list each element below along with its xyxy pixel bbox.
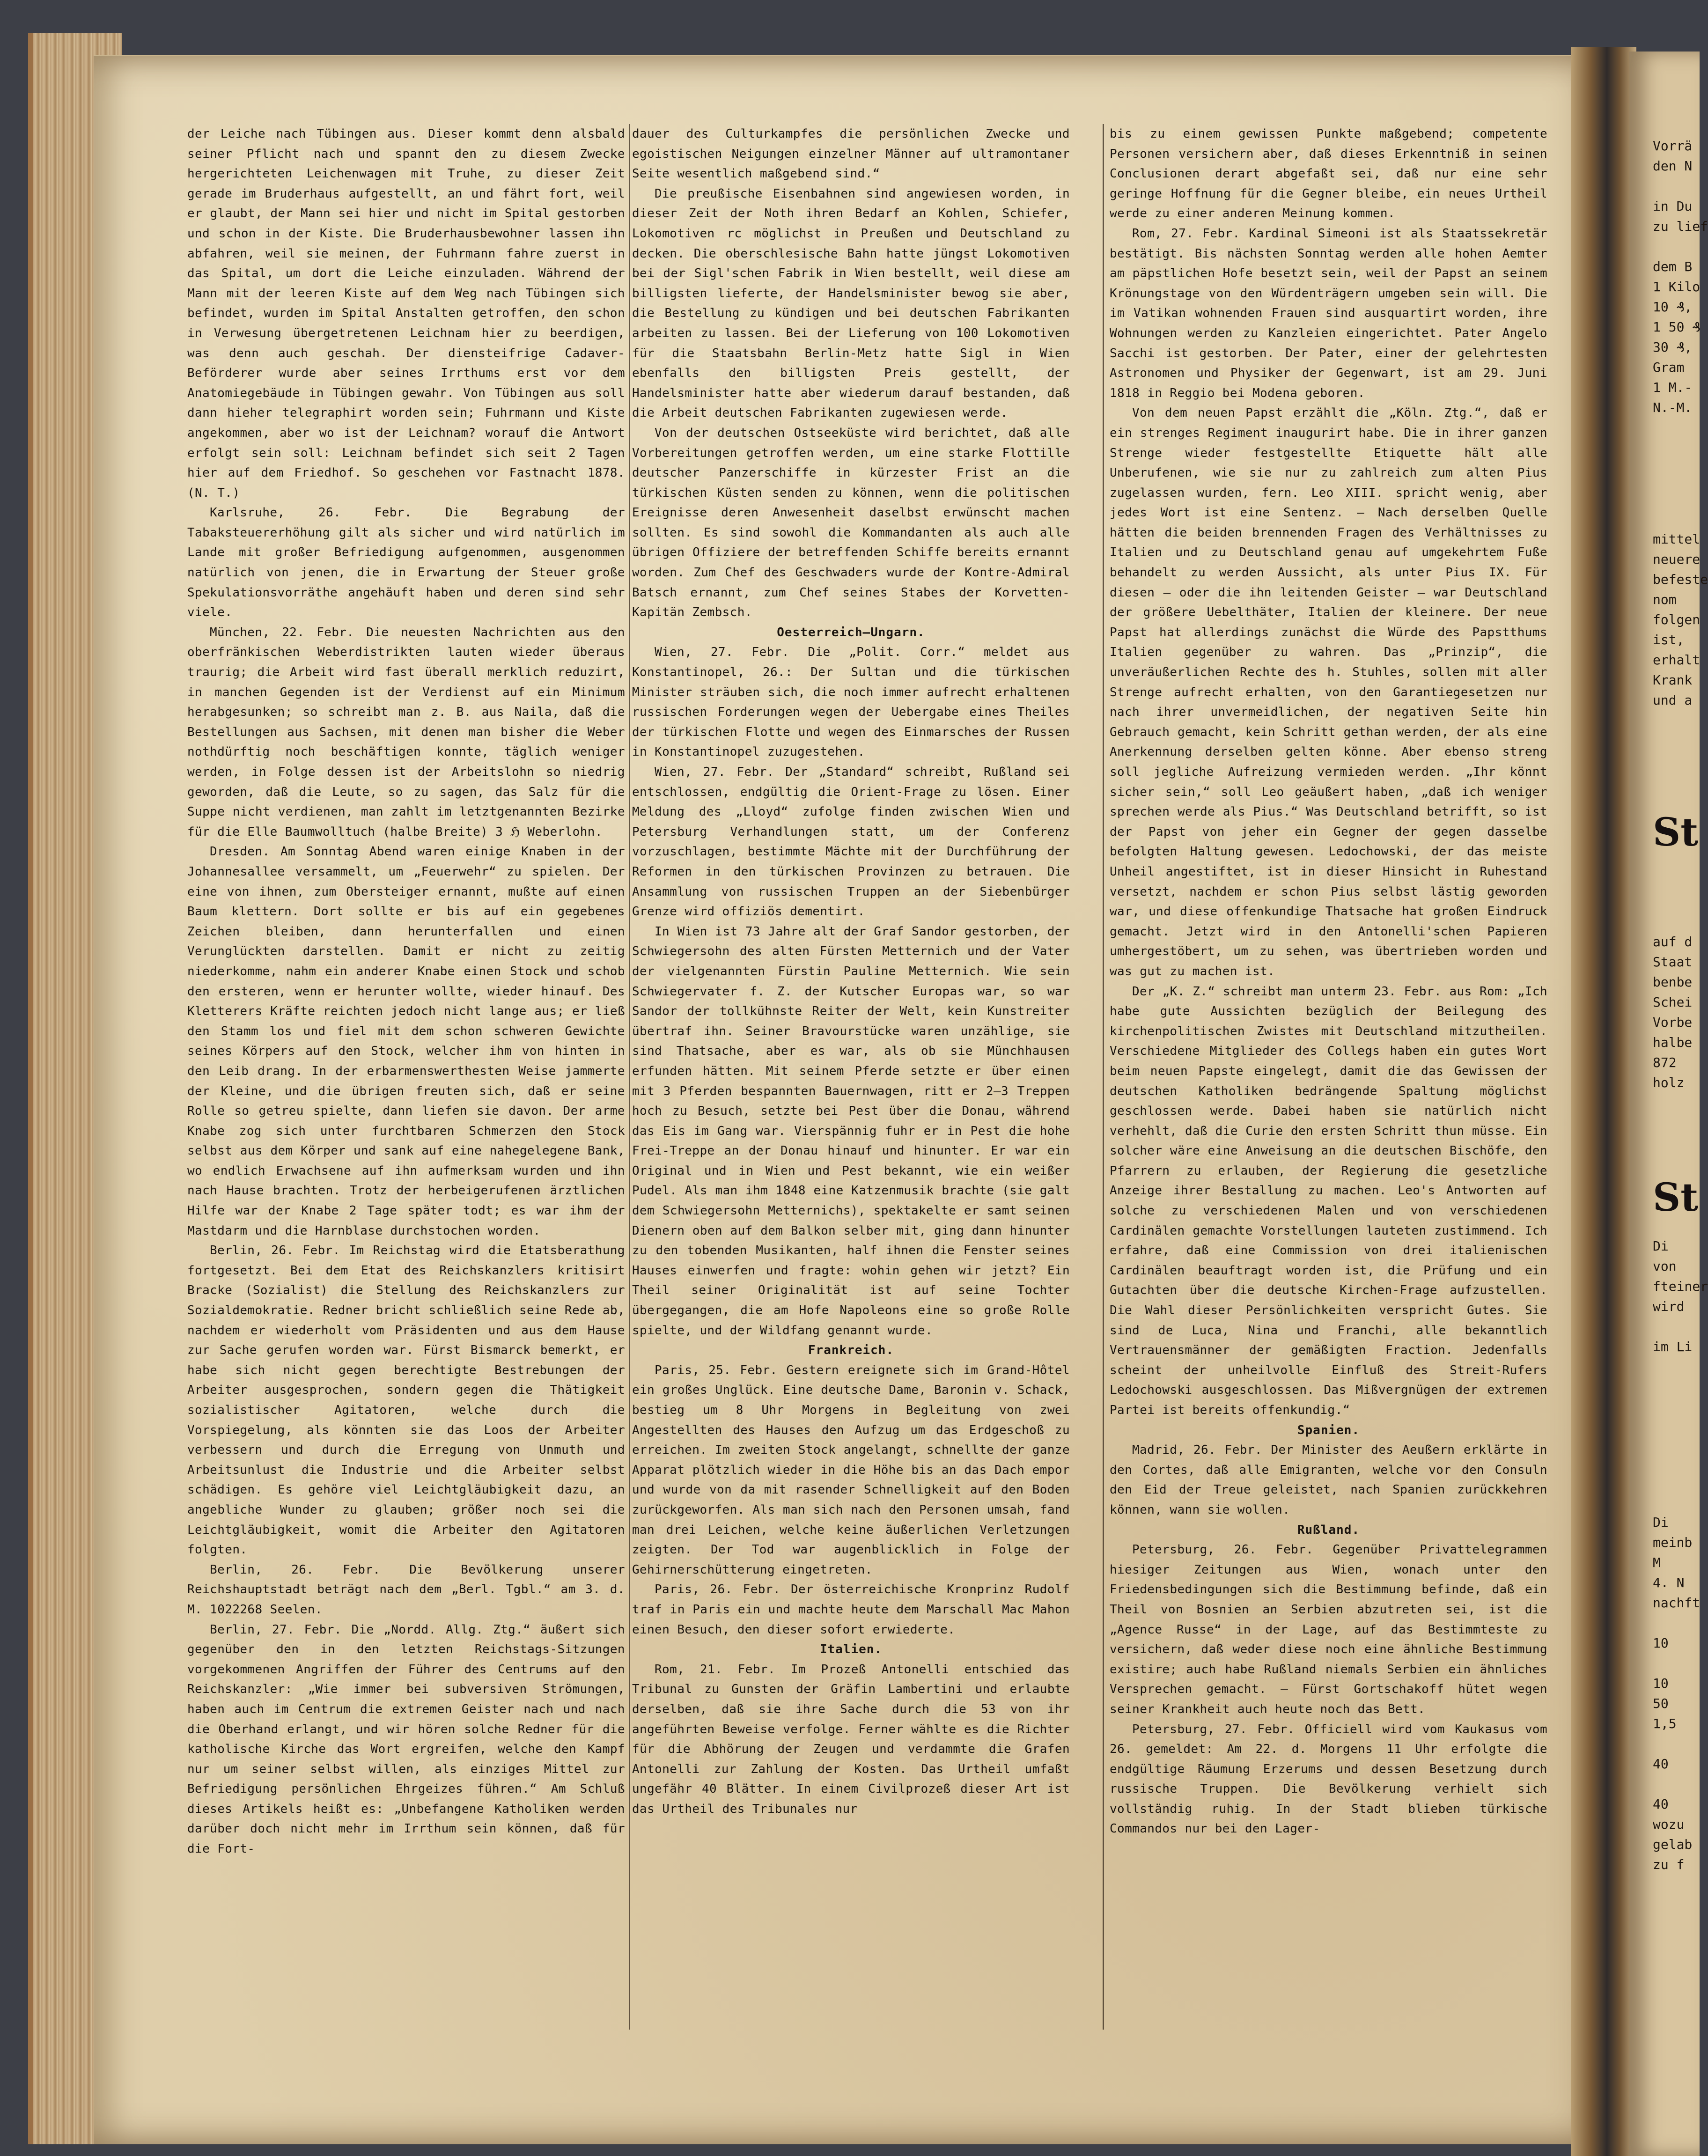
fragment-line: 10 <box>1653 1635 1669 1651</box>
article-paragraph: dauer des Culturkampfes die persönlichen Zwecke und egoistischen Neigungen einzelner Männer auf ultramontaner Seite wesentlich maßgebend sind.“ <box>632 127 1070 181</box>
article-paragraph: Die preußische Eisenbahnen sind angewiesen worden, in dieser Zeit der Noth ihren Bedarf an Kohlen, Schiefer, Lokomotiven rc möglichst in Preußen und Deutschland zu decken. Die oberschlesische Bahn hatte jüngst Lokomotiven bei der Sigl'schen Fabrik in Wien bestellt, weil diese am billigsten lieferte, der Handelsminister bewog sie aber, die Bestellung zu kündigen und bei deutschen Fabrikanten arbeiten zu lassen. Bei der Lieferung von 100 Lokomotiven für die Staatsbahn Berlin-Metz hatte Sigl in Wien ebenfalls den billigsten Preis gestellt, der Handelsminister hatte aber wiederum darauf bestanden, daß die Arbeit deutschen Fabrikanten zugewiesen werde. <box>632 186 1070 420</box>
fragment-line: Di <box>1653 1238 1669 1254</box>
article-paragraph: Petersburg, 27. Febr. Officiell wird vom Kaukasus vom 26. gemeldet: Am 22. d. Morgens 11 Uhr erfolgte die endgültige Räumung Erzerums und dessen Besetzung durch russische Truppen. Die Bevölkerung verhielt sich vollständig ruhig. In der Stadt blieben türkische Commandos nur bei den Lager- <box>1110 1722 1547 1836</box>
book-gutter <box>1571 47 1636 2156</box>
fragment-line: 1 M.- <box>1653 380 1693 395</box>
column-rule <box>1103 124 1104 2030</box>
article-paragraph: Wien, 27. Febr. Der „Standard“ schreibt, Rußland sei entschlossen, endgültig die Orient-Frage zu lösen. Einer Meldung des „Lloyd“ zufolge finden zwischen Wien und Petersburg Verhandlungen statt, um der Conferenz vorzuschlagen, bestimmte Mächte mit der Durchführung der Reformen in den türkischen Provinzen zu betrauen. Die Ansammlung von russischen Truppen an der Siebenbürger Grenze wird offiziös dementirt. <box>632 765 1070 919</box>
fragment-line: von <box>1653 1258 1677 1274</box>
article-paragraph: Paris, 26. Febr. Der österreichische Kronprinz Rudolf traf in Paris ein und machte heute dem Marschall Mac Mahon einen Besuch, den dieser sofort erwiederte. <box>632 1582 1070 1637</box>
fragment-line: neuere <box>1653 552 1701 567</box>
fragment-line <box>1653 236 1700 257</box>
fragment-line: M <box>1653 1555 1661 1570</box>
adjacent-page-heading-1: St <box>1653 810 1699 855</box>
article-paragraph: München, 22. Febr. Die neuesten Nachrichten aus den oberfränkischen Weberdistrikten lauten wieder überaus traurig; die Arbeit wird fast überall merklich reduzirt, in manchen Gegenden ist der Verdienst auf ein Minimum herabgesunken; so schreibt man z. B. aus Naila, daß die Bestellungen aus Sachsen, mit denen man bisher die Weber nothdürftig noch beschäftigen konnte, täglich weniger werden, in Folge dessen ist der Arbeitslohn so niedrig geworden, daß die Leute, so zu sagen, das Salz für die Suppe nicht verdienen, man zahlt im letztgenannten Bezirke für die Elle Baumwolltuch (halbe Breite) 3 ℌ Weberlohn. <box>187 625 625 839</box>
article-paragraph: Wien, 27. Febr. Die „Polit. Corr.“ meldet aus Konstantinopel, 26.: Der Sultan und die türkischen Minister sträuben sich, die noch immer aufrecht erhaltenen russischen Forderungen wegen der Uebergabe eines Theiles der türkischen Flotte und wegen des Einmarsches der Russen in Konstantinopel zuzugestehen. <box>632 645 1070 759</box>
fragment-line: in Du <box>1653 199 1693 214</box>
fragment-line <box>1653 176 1700 196</box>
fragment-line: 1 50 ₰ <box>1653 319 1701 335</box>
fragment-line: Di <box>1653 1515 1669 1530</box>
section-heading: Oesterreich–Ungarn. <box>777 625 925 640</box>
adjacent-page-fragment-mid3 <box>1653 1236 1708 1357</box>
section-heading: Spanien. <box>1297 1423 1360 1437</box>
fragment-line: im Li <box>1653 1339 1693 1354</box>
article-paragraph: Karlsruhe, 26. Febr. Die Begrabung der Tabaksteuererhöhung gilt als sicher und wird natürlich im Lande mit großer Befriedigung aufgenommen, ausgenommen natürlich von jenen, die in Erwartung der Steuer große Spekulationsvorräthe angehäuft haben und deren sind sehr viele. <box>187 506 625 620</box>
fragment-line <box>1653 1734 1700 1754</box>
fragment-line: Staat <box>1653 954 1693 970</box>
fragment-line: 40 <box>1653 1756 1669 1772</box>
fragment-line: 10 ₰, <box>1653 299 1693 315</box>
text-column-2 <box>632 124 1070 2025</box>
fragment-line: wozu <box>1653 1817 1685 1832</box>
article-paragraph: Von dem neuen Papst erzählt die „Köln. Ztg.“, daß er ein strenges Regiment inaugurirt habe. Die in ihrer ganzen Strenge wieder festgestellte Etiquette hält alle Unberufenen, wie sie nur zu zahlreich zum alten Pius zugelassen wurden, fern. Leo XIII. spricht wenig, aber jedes Wort ist eine Sentenz. — Nach derselben Quelle hätten die beiden brennenden Fragen des Verhältnisses zu Italien und zu Deutschland genau auf umgekehrtem Fuße behandelt zu werden Aussicht, als unter Pius IX. Für diesen — oder die ihn leitenden Geister — war Deutschland der größere Uebelthäter, Italien der kleinere. Der neue Papst hat allerdings zunächst die Würde des Papstthums Italien gegenüber zu wahren. Das „Prinzip“, die unveräußerlichen Rechte des h. Stuhles, sollen mit aller Strenge aufrecht erhalten, von den Garantiegesetzen nur nach ihrer unvermeidlichen, der negativen Seite hin Gebrauch gemacht, kein Schritt gethan werden, der als eine Anerkennung derselben gelten könne. Aber ebenso streng soll jegliche Aufreizung vermieden werden. „Ihr könnt sicher sein,“ soll Leo geäußert haben, „daß ich weniger sprechen werde als Pius.“ Was Deutschland betrifft, so ist der Papst von jeher ein Gegner der gegen dasselbe befolgten Haltung gewesen. Ledochowski, der das meiste Unheil angestiftet, ist in dieser Hinsicht in Ruhestand versetzt, nachdem er schon Pius selbst lästig geworden war, und diese offenkundige Thatsache hat großen Eindruck gemacht. Jetzt wird in den Antonelli'schen Papieren umhergestöbert, um zu sehen, was übertrieben worden und was gut zu machen ist. <box>1110 406 1547 979</box>
adjacent-page-heading-2: St <box>1653 1175 1699 1220</box>
fragment-line: meinb <box>1653 1535 1693 1550</box>
fragment-line: halbe <box>1653 1035 1693 1050</box>
article-paragraph: Paris, 25. Febr. Gestern ereignete sich im Grand-Hôtel ein großes Unglück. Eine deutsche Dame, Baronin v. Schack, bestieg um 8 Uhr Morgens in Begleitung von zwei Angestellten des Hauses den Aufzug um das Erdgeschoß zu erreichen. Im zweiten Stock angelangt, schnellte der ganze Apparat plötzlich wieder in die Höhe bis an das Dach empor und wurde von da mit rasender Schnelligkeit auf den Boden zurückgeworfen. Als man sich nach den Personen umsah, fand man drei Leichen, welche keine äußerlichen Verletzungen zeigten. Der Tod war augenblicklich in Folge der Gehirnerschütterung eingetreten. <box>632 1363 1070 1577</box>
article-paragraph: Der „K. Z.“ schreibt man unterm 23. Febr. aus Rom: „Ich habe gute Aussichten bezüglich der Beilegung des kirchenpolitischen Zwistes mit Deutschland mitzutheilen. Verschiedene Mitglieder des Collegs haben ein gutes Wort beim neuen Papste eingelegt, damit die das Gewissen der deutschen Katholiken bedrängende Spaltung möglichst geschlossen werde. Dabei haben sie natürlich nicht verhehlt, daß die Curie den ersten Schritt thun müsse. Ein solcher wäre eine Anweisung an die deutschen Bischöfe, den Pfarrern zu erlauben, der Regierung die gesetzliche Anzeige ihrer Bestallung zu machen. Leo's Antworten auf solche zu verschiedenen Malen und von verschiedenen Cardinälen gemachte Vorstellungen lauteten zustimmend. Ich erfahre, daß eine Commission von drei italienischen Cardinälen beauftragt worden ist, die Prüfung und ein Gutachten über die deutsche Kirchen-Frage aufzustellen. Die Wahl dieser Persönlichkeiten verspricht Gutes. Sie sind de Luca, Nina und Franchi, alle bekanntlich Vertrauensmänner der gemäßigten Fraction. Jedenfalls scheint der unheilvolle Einfluß des Streit-Rufers Ledochowski ausgeschlossen. Das Mißvergnügen der extremen Partei ist bereits offenkundig.“ <box>1110 984 1547 1417</box>
fragment-line: 10 <box>1653 1676 1669 1691</box>
adjacent-page-fragment-bottom <box>1653 1512 1700 1875</box>
article-paragraph: Berlin, 27. Febr. Die „Nordd. Allg. Ztg.“ äußert sich gegenüber den in den letzten Reichstags-Sitzungen vorgekommenen Angriffen der Führer des Centrums auf den Reichskanzler: „Wie immer bei subversiven Strömungen, haben auch im Centrum die extremen Geister nach und nach die Oberhand erlangt, und wir hören solche Redner für die katholische Kirche das Wort ergreifen, welche den Kampf nur um seiner selbst willen, als einziges Mittel zur Befriedigung persönlichen Ehrgeizes führen.“ Am Schluß dieses Artikels heißt es: „Unbefangene Katholiken werden darüber doch nicht mehr im Irrthum sein können, daß für die Fort- <box>187 1622 625 1856</box>
fragment-line <box>1653 1774 1700 1794</box>
article-paragraph: der Leiche nach Tübingen aus. Dieser kommt denn alsbald seiner Pflicht nach und spannt den zu diesem Zwecke hergerichteten Leichenwagen mit Truhe, zu dieser Zeit gerade im Bruderhaus aufgestellt, an und fährt fort, weil er glaubt, der Mann sei hier und nicht im Spital gestorben und schon in der Kiste. Die Bruderhausbewohner lassen ihn abfahren, weil sie meinen, der Fuhrmann fahre zuerst in das Spital, um dort die Leiche einzuladen. Während der Mann mit der leeren Kiste auf dem Weg nach Tübingen sich befindet, wurden im Spital Anstalten getroffen, den schon in Verwesung übergetretenen Leichnam hier zu beerdigen, was denn auch geschah. Der diensteifrige Cadaver-Beförderer wurde aber seines Irrthums erst vor dem Anatomiegebäude in Tübingen gewahr. Von Tübingen aus soll dann hieher telegraphirt worden sein; Fuhrmann und Kiste angekommen, aber wo ist der Leichnam? worauf die Antwort erfolgt sein soll: Leichnam befindet sich seit 2 Tagen hier auf dem Friedhof. So geschehen vor Fastnacht 1878. (N. T.) <box>187 127 625 500</box>
article-paragraph: Rom, 21. Febr. Im Prozeß Antonelli entschied das Tribunal zu Gunsten der Gräfin Lambertini und erlaubte derselben, daß sie ihre Sache durch die 53 von ihr angeführten Beweise verfolge. Ferner wählte es die Richter für die Abhörung der Zeugen und verdammte die Grafen Antonelli zur Zahlung der Kosten. Das Urtheil umfaßt ungefähr 40 Blätter. In einem Civilprozeß dieser Art ist das Urtheil des Tribunales nur <box>632 1662 1070 1816</box>
fragment-line: erhalt <box>1653 652 1701 668</box>
article-paragraph: Dresden. Am Sonntag Abend waren einige Knaben in der Johannesallee versammelt, um „Feuerwehr“ zu spielen. Der eine von ihnen, zum Obersteiger ernannt, mußte auf einen Baum klettern. Dort sollte er bis auf ein gegebenes Zeichen bleiben, dann herunterfallen und einen Verunglückten darstellen. Damit er nicht zu zeitig niederkomme, nahm ein anderer Knabe einen Stock und schob den ersteren, wenn er herunter wollte, wieder hinauf. Des Kletterers Kräfte reichten jedoch nicht lange aus; er ließ den Stamm los und fiel mit dem schon schweren Gewichte seines Körpers auf den Stock, welcher ihm von hinten in den Leib drang. In der erbarmenswerthesten Weise jammerte der Kleine, und die übrigen freuten sich, daß er seine Rolle so getreu spielte, dann liefen sie davon. Der arme Knabe zog sich unter furchtbaren Schmerzen den Stock selbst aus dem Körper und sank auf eine nahegelegene Bank, wo endlich Erwachsene auf ihn aufmerksam wurden und ihn nach Hause brachten. Trotz der herbeigerufenen ärztlichen Hilfe war der Knabe 2 Tage später todt; es war ihm der Mastdarm und die Harnblase durchstochen worden. <box>187 845 625 1238</box>
article-paragraph: Rom, 27. Febr. Kardinal Simeoni ist als Staatssekretär bestätigt. Bis nächsten Sonntag werden alle hohen Aemter am päpstlichen Hofe besetzt sein, weil der Papst an seinem Krönungstage von den Würdenträgern umgeben sein will. Die im Vatikan wohnenden Frauen sind ausquartirt worden, ihre Wohnungen werden zu Kanzleien eingerichtet. Pater Angelo Sacchi ist gestorben. Der Pater, einer der gelehrtesten Astronomen und Physiker der Gegenwart, ist am 29. Juni 1818 in Reggio bei Modena geboren. <box>1110 226 1547 400</box>
fragment-line: zu lief <box>1653 219 1708 234</box>
fragment-line <box>1653 1653 1700 1673</box>
fragment-line: 1 Kilo <box>1653 279 1701 294</box>
article-paragraph: Von der deutschen Ostseeküste wird berichtet, daß alle Vorbereitungen getroffen werden, um eine starke Flottille deutscher Panzerschiffe in kürzester Frist an die türkischen Küsten senden zu können, wenn die politischen Ereignisse deren Anwesenheit daselbst erwünscht machen sollten. Es sind sowohl die Kommandanten als auch alle übrigen Offiziere der betreffenden Schiffe bereits ernannt worden. Zum Chef des Geschwaders wurde der Kontre-Admiral Batsch ernannt, zum Chef seines Stabes der Korvetten-Kapitän Zembsch. <box>632 426 1070 620</box>
fragment-line: Vorbe <box>1653 1015 1693 1030</box>
column-rule <box>629 124 630 2030</box>
fragment-line: 30 ₰, <box>1653 339 1693 355</box>
fragment-line: Gram <box>1653 360 1685 375</box>
article-paragraph: Petersburg, 26. Febr. Gegenüber Privattelegrammen hiesiger Zeitungen aus Wien, wonach unter den Friedensbedingungen sich die Bestimmung befinde, daß ein Theil von Bosnien an Serbien abzutreten sei, ist die „Agence Russe“ in der Lage, auf das Bestimmteste zu versichern, daß weder diese noch eine ähnliche Bestimmung existire; auch habe Rußland niemals Serbien ein ähnliches Versprechen gemacht. — Fürst Gortschakoff hütet wegen seiner Krankheit auch heute noch das Bett. <box>1110 1543 1547 1716</box>
fragment-line: Schei <box>1653 994 1693 1010</box>
fragment-line: folgen <box>1653 612 1701 627</box>
fragment-line: auf d <box>1653 934 1693 949</box>
fragment-line: holz <box>1653 1075 1685 1090</box>
fragment-line: 872 <box>1653 1055 1677 1070</box>
fragment-line <box>1653 1613 1700 1633</box>
fragment-line: 50 <box>1653 1696 1669 1711</box>
fragment-line: mittel <box>1653 531 1701 547</box>
fragment-line: 1,5 <box>1653 1716 1677 1731</box>
fragment-line: benbe <box>1653 974 1693 990</box>
adjacent-page-fragment-top <box>1653 136 1708 418</box>
fragment-line: befeste <box>1653 572 1708 587</box>
fragment-line: Vorrä <box>1653 138 1693 154</box>
article-paragraph: Madrid, 26. Febr. Der Minister des Aeußern erklärte in den Cortes, daß alle Emigranten, welche vor den Consuln den Eid der Treue geleistet, nach Spanien zurückkehren können, wann sie wollen. <box>1110 1443 1547 1517</box>
fragment-line: den N <box>1653 158 1693 174</box>
fragment-line: gelab <box>1653 1837 1693 1852</box>
fragment-line: dem B <box>1653 259 1693 274</box>
fragment-line: nachft <box>1653 1595 1701 1611</box>
section-heading: Italien. <box>819 1642 883 1657</box>
fragment-line: fteiner <box>1653 1279 1708 1294</box>
article-paragraph: bis zu einem gewissen Punkte maßgebend; competente Personen versichern aber, daß dieses Erkenntniß in seinen Conclusionen derart abgefaßt sei, daß nur eine sehr geringe Hoffnung für die Gegner bleibe, ein neues Urtheil werde zu einer anderen Meinung kommen. <box>1110 127 1547 221</box>
text-column-1 <box>187 124 625 2025</box>
adjacent-page-fragment-mid2 <box>1653 932 1700 1093</box>
fragment-line: Krank <box>1653 672 1693 688</box>
adjacent-page-fragment-mid <box>1653 529 1708 710</box>
fragment-line: ist, <box>1653 632 1685 648</box>
fragment-line: 4. N <box>1653 1575 1685 1590</box>
fragment-line: zu f <box>1653 1857 1685 1872</box>
fragment-line: wird <box>1653 1299 1685 1314</box>
fragment-line: N.-M. <box>1653 400 1693 415</box>
fragment-line <box>1653 1317 1700 1337</box>
section-heading: Frankreich. <box>808 1343 894 1358</box>
article-paragraph: In Wien ist 73 Jahre alt der Graf Sandor gestorben, der Schwiegersohn des alten Fürsten Metternich und der Vater der vielgenannten Fürstin Pauline Metternich. Wie sein Schwiegervater f. Z. der Kutscher Europas war, so war Sandor der tollkühnste Reiter der Welt, kein Kunstreiter übertraf ihn. Seiner Bravourstücke waren unzählige, sie sind Thatsache, aber es war, als ob sie Münchhausen erfunden hätten. Mit seinem Pferde setzte er über einen mit 3 Pferden bespannten Bauernwagen, ritt er 2–3 Treppen hoch zu Besuch, setzte bei Pest über die Donau, während das Eis im Gang war. Vierspännig fuhr er in Pest die hohe Frei-Treppe an der Donau hinauf und hinunter. Er war ein Original und in Wien und Pest bekannt, wie ein weißer Pudel. Als man ihm 1848 eine Katzenmusik brachte (sie galt dem Schwiegersohn Metternichs), spektakelte er samt seinen Dienern oben auf dem Balkon selber mit, ging dann hinunter zu den tobenden Musikanten, half ihnen die Fenster seines Hauses einwerfen und fragte: wohin gehen wir jetzt? Ein Theil seiner Originalität ist auf seine Tochter übergegangen, die am Hofe Napoleons eine so große Rolle spielte, und der Wildfang genannt wurde. <box>632 924 1070 1338</box>
fragment-line: nom <box>1653 592 1677 607</box>
article-paragraph: Berlin, 26. Febr. Die Bevölkerung unserer Reichshauptstadt beträgt nach dem „Berl. Tgbl.“ am 3. d. M. 1022268 Seelen. <box>187 1562 625 1617</box>
fragment-line: und a <box>1653 692 1693 708</box>
section-heading: Rußland. <box>1297 1523 1360 1537</box>
fragment-line: 40 <box>1653 1796 1669 1812</box>
article-paragraph: Berlin, 26. Febr. Im Reichstag wird die Etatsberathung fortgesetzt. Bei dem Etat des Reichskanzlers kritisirt Bracke (Sozialist) die Stellung des Reichskanzlers zur Sozialdemokratie. Redner bricht schließlich seine Rede ab, nachdem er wiederholt vom Präsidenten und aus dem Hause zur Sache gerufen worden war. Fürst Bismarck bemerkt, er habe sich nicht gegen berechtigte Bestrebungen der Arbeiter ausgesprochen, sondern gegen die Thätigkeit sozialistischer Agitatoren, welche durch die Vorspiegelung, als könnten sie das Loos der Arbeiter verbessern und durch die Erregung von Unmuth und Arbeitsunlust die Industrie und die Arbeiter selbst schädigen. Es gehöre viel Leichtgläubigkeit dazu, an angebliche Wunder zu glauben; größer noch sei die Leichtgläubigkeit, womit die Arbeiter den Agitatoren folgten. <box>187 1244 625 1557</box>
text-column-3 <box>1110 124 1547 2025</box>
